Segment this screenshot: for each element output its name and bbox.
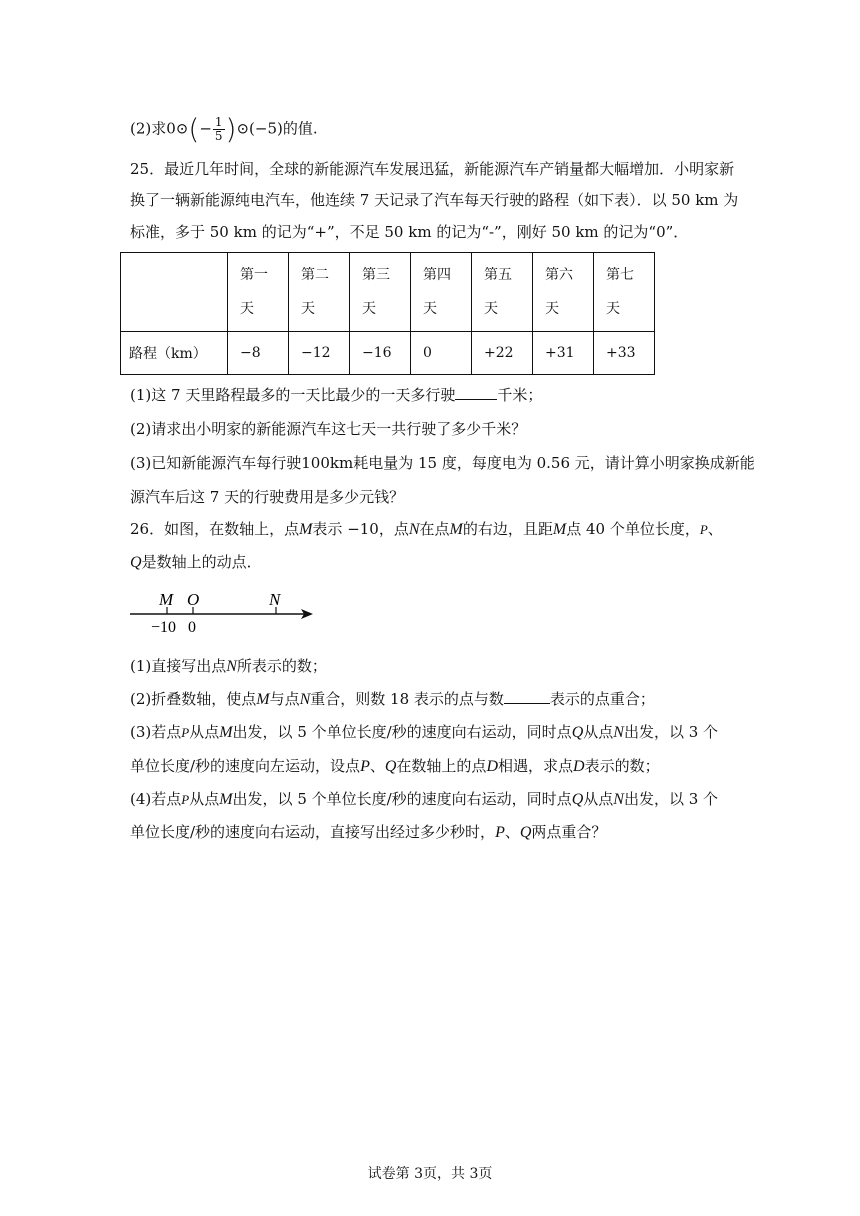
day-header-text: 第三 <box>362 267 390 283</box>
q26-text: 的右边，且距 <box>462 520 553 538</box>
var-Q: Q <box>571 724 584 741</box>
q26-part4-line2 <box>130 822 606 843</box>
separator: 、 <box>369 757 385 775</box>
q25-part1-unit: 千米； <box>497 386 543 404</box>
var-Q: Q <box>384 758 397 775</box>
q26-intro-line2 <box>130 552 262 573</box>
point-label-N: N <box>269 590 281 609</box>
q24-zero: 0 <box>166 119 176 138</box>
q26-text: 两点重合？ <box>531 823 607 841</box>
q24-part2 <box>130 112 318 146</box>
var-N: N <box>299 691 311 708</box>
var-P: P <box>699 522 708 537</box>
day-header-text: 第七 <box>606 267 634 283</box>
q26-text: (3)若点 <box>130 723 182 741</box>
q25-part3-line2: 源汽车后这 7 天的行驶费用是多少元钱？ <box>130 488 405 506</box>
tick-label-0: 0 <box>188 619 196 636</box>
day-header-7 <box>594 253 655 332</box>
day-header-text: 天 <box>423 301 437 317</box>
day-header-text: 天 <box>301 301 315 317</box>
q26-part4-line1 <box>130 789 718 810</box>
q26-text: 单位长度/秒的速度向右运动，直接写出经过多少秒时， <box>130 823 496 841</box>
q26-part1 <box>130 656 327 677</box>
q26-text: (2)折叠数轴，使点 <box>130 690 257 708</box>
q25-intro-line3: 标准，多于 50 km 的记为“+”，不足 50 km 的记为“-”，刚好 50 km 的记为“0”． <box>130 223 689 241</box>
q26-text: 相遇，求点 <box>498 757 574 775</box>
day-header-text: 天 <box>484 301 498 317</box>
day-header-6 <box>533 253 594 332</box>
table-header-row <box>121 253 655 332</box>
odot-operator: ⊙ <box>175 119 189 138</box>
var-Q: Q <box>130 554 142 571</box>
var-M: M <box>449 521 463 538</box>
day-header-text: 第五 <box>484 267 512 283</box>
day-header-3 <box>350 253 411 332</box>
var-P: P <box>495 824 505 841</box>
day-header-text: 天 <box>545 301 559 317</box>
var-P: P <box>181 792 190 807</box>
day-header-4 <box>411 253 472 332</box>
table-corner-cell <box>121 253 228 332</box>
q26-text: 所表示的数； <box>236 657 327 675</box>
q26-text: 出发，以 5 个单位长度/秒的速度向右运动，同时点 <box>232 723 572 741</box>
distance-day-6: +31 <box>533 332 594 375</box>
day-header-text: 第一 <box>240 267 268 283</box>
close-paren: ) <box>225 112 237 146</box>
fraction-denominator: 5 <box>214 129 223 143</box>
day-header-text: 天 <box>240 301 254 317</box>
q26-text: 与点 <box>269 690 300 708</box>
q26-text: 出发，以 3 个 <box>623 723 719 741</box>
q24-prefix: (2)求 <box>130 119 167 138</box>
day-header-text: 天 <box>362 301 376 317</box>
q26-text: 在数轴上的点 <box>396 757 487 775</box>
q25-part1 <box>130 385 542 405</box>
answer-blank[interactable] <box>455 385 497 400</box>
q26-text: 表示的数； <box>584 757 660 775</box>
point-label-M: M <box>159 590 174 609</box>
fraction-one-fifth <box>213 116 225 143</box>
var-D: D <box>573 758 585 775</box>
q26-text: 从点 <box>189 723 220 741</box>
day-header-1 <box>228 253 289 332</box>
day-header-text: 第二 <box>301 267 329 283</box>
minus-sign: − <box>199 119 212 138</box>
q26-text: 出发，以 5 个单位长度/秒的速度向右运动，同时点 <box>232 790 572 808</box>
q26-text: 表示的点重合； <box>549 690 655 708</box>
q26-text: 从点 <box>583 723 614 741</box>
number-line-figure <box>125 588 325 638</box>
answer-blank[interactable] <box>504 689 550 704</box>
var-M: M <box>552 521 567 538</box>
var-D: D <box>486 758 498 775</box>
var-M: M <box>219 791 233 808</box>
var-P: P <box>360 758 370 775</box>
q25-part1-text: (1)这 7 天里路程最多的一天比最少的一天多行驶 <box>130 386 456 404</box>
var-M: M <box>299 521 313 538</box>
q26-part3-line2 <box>130 756 660 777</box>
distance-day-4: 0 <box>411 332 472 375</box>
var-N: N <box>613 724 624 741</box>
q26-text: (1)直接写出点 <box>130 657 227 675</box>
day-header-5 <box>472 253 533 332</box>
separator: 、 <box>504 823 520 841</box>
q26-part2 <box>130 689 655 710</box>
distance-day-2: −12 <box>289 332 350 375</box>
day-header-text: 第四 <box>423 267 451 283</box>
odot-operator-2: ⊙ <box>236 119 250 138</box>
q26-text: 重合，则数 18 表示的点与数 <box>310 690 504 708</box>
q26-text: 出发，以 3 个 <box>623 790 719 808</box>
q26-text: 从点 <box>189 790 220 808</box>
var-M: M <box>219 724 233 741</box>
var-M: M <box>256 691 270 708</box>
day-header-text: 天 <box>606 301 620 317</box>
q26-text: 是数轴上的动点． <box>141 553 262 571</box>
fraction-numerator: 1 <box>214 115 223 129</box>
var-P: P <box>181 725 190 740</box>
page-footer: 试卷第 3页，共 3页 <box>367 1166 493 1182</box>
distance-day-5: +22 <box>472 332 533 375</box>
var-Q: Q <box>519 824 532 841</box>
q26-text: (4)若点 <box>130 790 182 808</box>
var-N: N <box>408 521 420 538</box>
q26-text: 点 40 个单位长度， <box>566 520 700 538</box>
table-data-row <box>121 332 655 375</box>
q26-text: 从点 <box>583 790 614 808</box>
point-label-O: O <box>187 590 200 609</box>
neg-five: (−5) <box>249 119 283 138</box>
q26-text: 单位长度/秒的速度向左运动，设点 <box>130 757 361 775</box>
var-Q: Q <box>571 791 584 808</box>
distance-day-3: −16 <box>350 332 411 375</box>
day-header-text: 第六 <box>545 267 573 283</box>
separator: 、 <box>707 520 723 538</box>
q25-intro-line1: 25．最近几年时间，全球的新能源汽车发展迅猛，新能源汽车产销量都大幅增加．小明家新 <box>130 160 735 178</box>
q24-suffix: 的值. <box>282 119 318 138</box>
distance-day-7: +33 <box>594 332 655 375</box>
distance-day-1: −8 <box>228 332 289 375</box>
q26-text: 表示 −10，点 <box>312 520 409 538</box>
row-label-distance: 路程（km） <box>121 332 228 375</box>
q26-text: 在点 <box>419 520 450 538</box>
day-header-2 <box>289 253 350 332</box>
q26-text: 26．如图，在数轴上，点 <box>130 520 300 538</box>
q25-intro-line2: 换了一辆新能源纯电汽车，他连续 7 天记录了汽车每天行驶的路程（如下表）．以 50 km 为 <box>130 191 739 209</box>
q25-part2: (2)请求出小明家的新能源汽车这七天一共行驶了多少千米？ <box>130 420 527 438</box>
daily-distance-table <box>120 252 655 375</box>
tick-label-minus-10: −10 <box>151 619 177 636</box>
var-N: N <box>613 791 624 808</box>
q26-intro-line1 <box>130 519 723 540</box>
var-N: N <box>226 658 237 675</box>
q26-part3-line1 <box>130 722 718 743</box>
open-paren: ( <box>188 112 200 146</box>
q25-part3-line1: (3)已知新能源汽车每行驶100km耗电量为 15 度，每度电为 0.56 元，请计算小明家换成新能 <box>130 454 755 472</box>
